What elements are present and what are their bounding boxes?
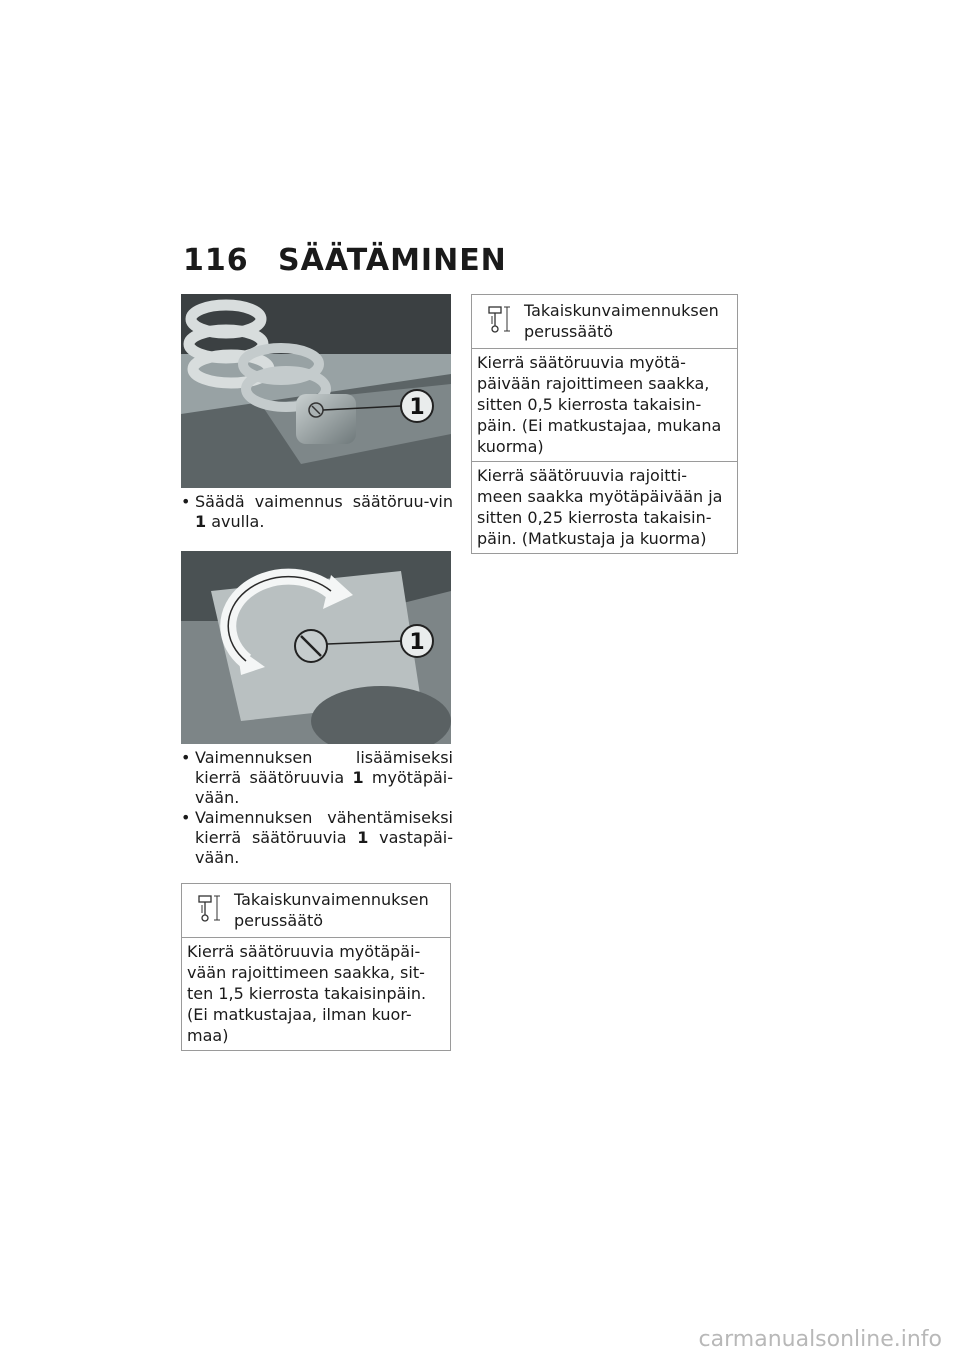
bullet-text: Vaimennuksen vähentämiseksi kierrä säätöruuvia <box>195 808 453 847</box>
shock-absorber-photo <box>181 294 451 488</box>
bullet-list-2 <box>181 748 453 868</box>
callout-ref: 1 <box>352 768 364 787</box>
callout-ref: 1 <box>195 512 207 531</box>
bullet-text: avulla. <box>206 512 265 531</box>
spec-box-left <box>181 883 451 1051</box>
page-header <box>183 243 507 278</box>
callout-ref: 1 <box>357 828 369 847</box>
damper-adjust-icon <box>486 304 512 334</box>
bullet-text: myötäpäi-vään. <box>195 768 454 807</box>
spec-title: Takaiskunvaimennuksen perussäätö <box>524 301 719 341</box>
spec-header <box>472 295 737 349</box>
callout-1: 1 <box>409 395 425 420</box>
bullet-item <box>181 492 453 532</box>
adjuster-rotation-photo <box>181 551 451 744</box>
bullet-item <box>181 808 453 868</box>
bullet-item <box>181 748 453 808</box>
spec-row: Kierrä säätöruuvia myötä-päivään rajoittimeen saakka, sitten 0,5 kierrosta takaisin-päin. (Ei matkustajaa, mukana kuorma) <box>477 353 722 456</box>
spec-title: Takaiskunvaimennuksen perussäätö <box>234 890 429 930</box>
callout-1: 1 <box>409 630 425 655</box>
bullet-text: Säädä vaimennus säätöruu-vin <box>195 492 453 511</box>
damper-adjust-icon <box>196 893 222 923</box>
bullet-text: Vaimennuksen lisäämiseksi kierrä säätöruuvia <box>195 748 453 787</box>
watermark: carmanualsonline.info <box>698 1327 942 1352</box>
spec-header <box>182 884 450 938</box>
bullet-text: vastapäi-vään. <box>195 828 453 867</box>
page-number: 116 <box>183 243 249 278</box>
section-title: SÄÄTÄMINEN <box>278 243 507 278</box>
spec-box-right <box>471 294 738 554</box>
spec-row: Kierrä säätöruuvia rajoitti-meen saakka myötäpäivään ja sitten 0,25 kierrosta takaisin-päin. (Matkustaja ja kuorma) <box>472 461 737 553</box>
spec-row: Kierrä säätöruuvia myötäpäi-vään rajoittimeen saakka, sit-ten 1,5 kierrosta takaisinpäin. (Ei matkustajaa, ilman kuor-maa) <box>187 942 427 1045</box>
bullet-list-1 <box>181 492 453 532</box>
